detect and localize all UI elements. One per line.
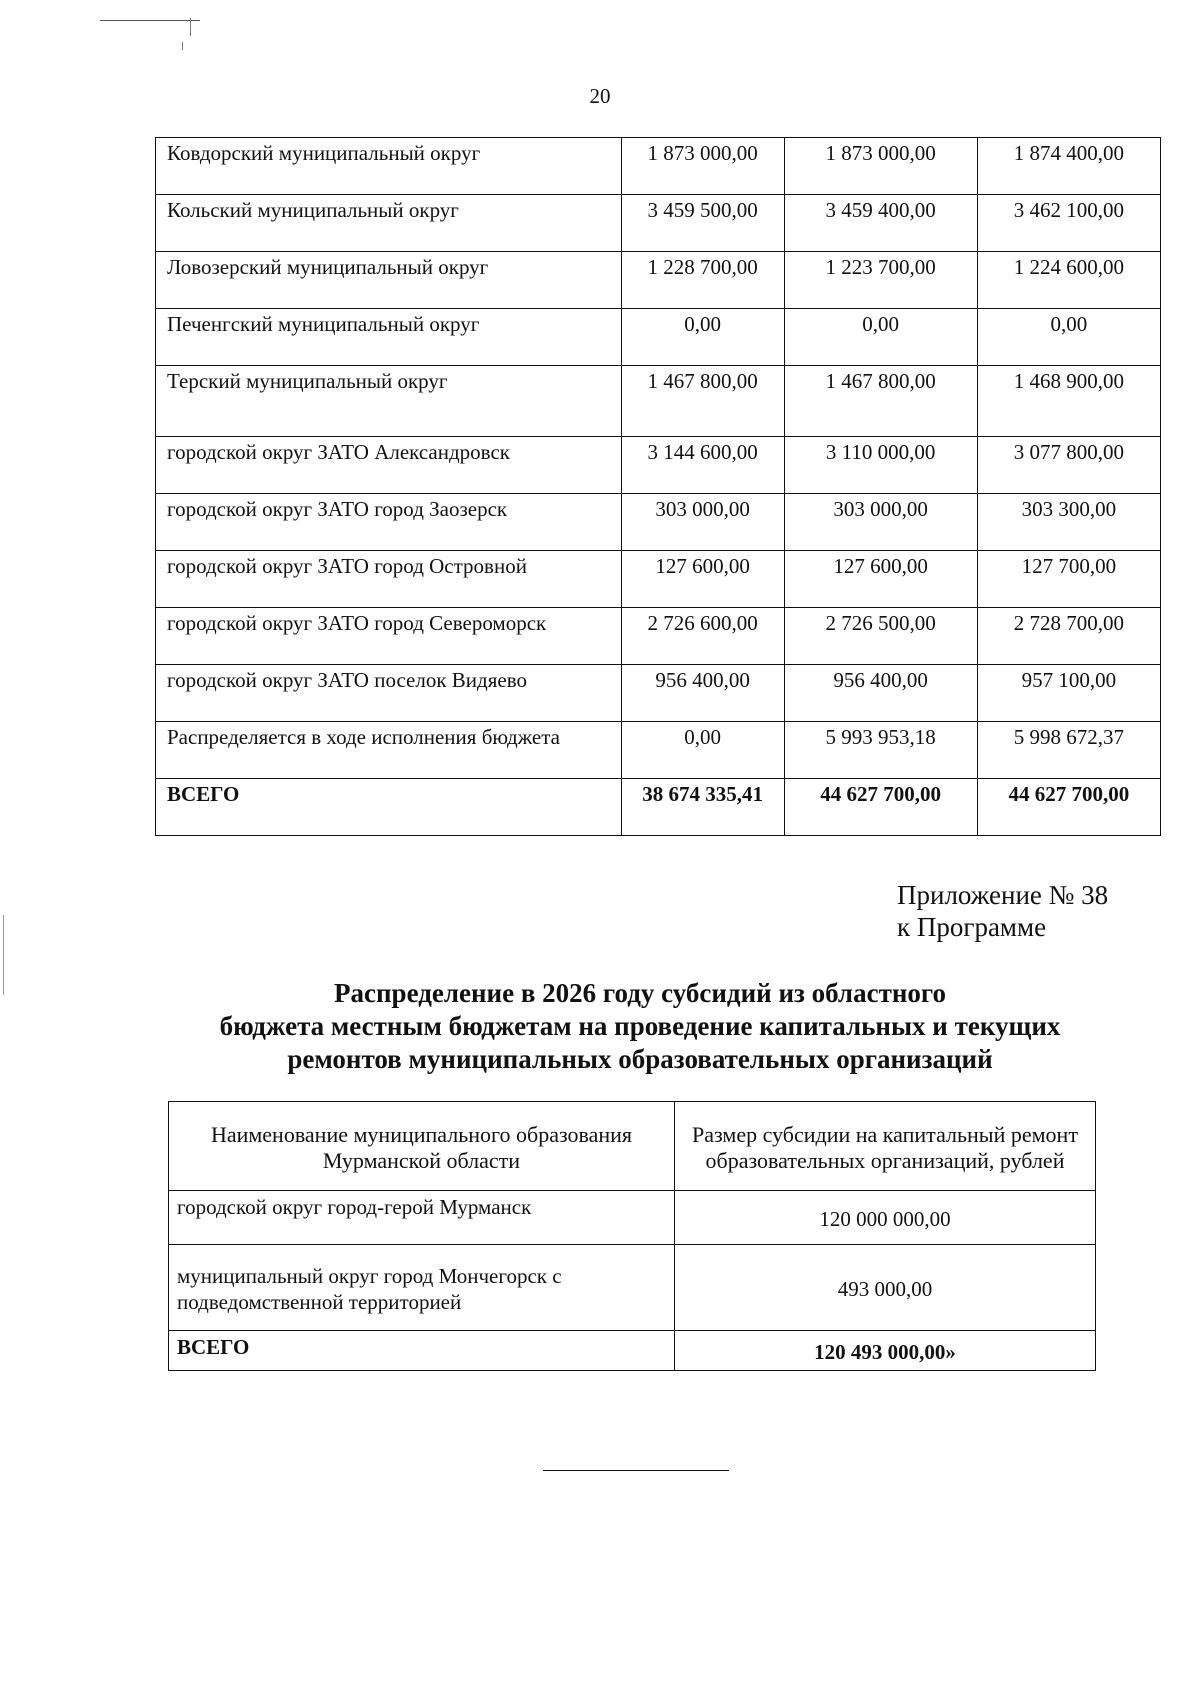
table-header-row (169, 1102, 1096, 1191)
row-name: Ковдорский муниципальный округ (156, 138, 622, 195)
row-value-2: 1 467 800,00 (784, 366, 977, 437)
row-name: городской округ ЗАТО город Островной (156, 551, 622, 608)
row-value-3: 303 300,00 (977, 494, 1160, 551)
header-value: Размер субсидии на капитальный ремонт образовательных организаций, рублей (675, 1102, 1096, 1191)
total-value: 120 493 000,00» (675, 1331, 1096, 1371)
row-name: Ловозерский муниципальный округ (156, 252, 622, 309)
row-value-1: 956 400,00 (621, 665, 784, 722)
row-name: Распределяется в ходе исполнения бюджета (156, 722, 622, 779)
row-name: городской округ ЗАТО Александровск (156, 437, 622, 494)
table-row (156, 551, 1161, 608)
title-line: ремонтов муниципальных образовательных организаций (287, 1044, 993, 1074)
table-row (169, 1191, 1096, 1245)
row-value-3: 0,00 (977, 309, 1160, 366)
appendix-number: Приложение № 38 (897, 880, 1109, 910)
table-row (156, 722, 1161, 779)
row-value-2: 303 000,00 (784, 494, 977, 551)
row-value-3: 127 700,00 (977, 551, 1160, 608)
page-number: 20 (589, 84, 611, 108)
total-label: ВСЕГО (156, 779, 622, 836)
total-label: ВСЕГО (169, 1331, 675, 1371)
row-value-2: 2 726 500,00 (784, 608, 977, 665)
row-value-2: 0,00 (784, 309, 977, 366)
title-line: бюджета местным бюджетам на проведение капитальных и текущих (219, 1011, 1061, 1041)
subsidy-2026-table (168, 1101, 1096, 1371)
row-name: городской округ ЗАТО город Североморск (156, 608, 622, 665)
row-value: 120 000 000,00 (675, 1191, 1096, 1245)
total-value-2: 44 627 700,00 (784, 779, 977, 836)
row-value-3: 3 462 100,00 (977, 195, 1160, 252)
end-divider (543, 1470, 729, 1471)
row-value-1: 303 000,00 (621, 494, 784, 551)
row-name: городской округ ЗАТО город Заозерск (156, 494, 622, 551)
row-name: Кольский муниципальный округ (156, 195, 622, 252)
title-line: Распределение в 2026 году субсидий из областного (334, 978, 946, 1008)
row-value-2: 1 223 700,00 (784, 252, 977, 309)
total-value-1: 38 674 335,41 (621, 779, 784, 836)
row-value-2: 127 600,00 (784, 551, 977, 608)
scan-artifact (100, 18, 210, 32)
row-value-1: 0,00 (621, 722, 784, 779)
row-value-3: 3 077 800,00 (977, 437, 1160, 494)
table-row (156, 494, 1161, 551)
table-row (156, 665, 1161, 722)
row-value-2: 3 110 000,00 (784, 437, 977, 494)
row-value-1: 1 873 000,00 (621, 138, 784, 195)
header-name: Наименование муниципального образования Мурманской области (169, 1102, 675, 1191)
row-value-1: 3 459 500,00 (621, 195, 784, 252)
table-row (156, 608, 1161, 665)
row-name: Печенгский муниципальный округ (156, 309, 622, 366)
subsidy-table-continued (155, 137, 1161, 836)
row-name: Терский муниципальный округ (156, 366, 622, 437)
table-row (169, 1245, 1096, 1331)
table-row (156, 252, 1161, 309)
appendix-program: к Программе (897, 912, 1047, 942)
row-value-1: 2 726 600,00 (621, 608, 784, 665)
row-value-2: 5 993 953,18 (784, 722, 977, 779)
row-name: городской округ город-герой Мурманск (169, 1191, 675, 1245)
row-value-2: 3 459 400,00 (784, 195, 977, 252)
row-value-1: 0,00 (621, 309, 784, 366)
row-value-1: 1 467 800,00 (621, 366, 784, 437)
row-value: 493 000,00 (675, 1245, 1096, 1331)
table-row (156, 195, 1161, 252)
row-value-2: 1 873 000,00 (784, 138, 977, 195)
row-value-3: 2 728 700,00 (977, 608, 1160, 665)
appendix-reference (897, 879, 1108, 943)
row-value-1: 1 228 700,00 (621, 252, 784, 309)
document-title (0, 977, 1200, 1076)
row-value-1: 127 600,00 (621, 551, 784, 608)
row-value-3: 957 100,00 (977, 665, 1160, 722)
row-name: городской округ ЗАТО поселок Видяево (156, 665, 622, 722)
total-value-3: 44 627 700,00 (977, 779, 1160, 836)
row-value-3: 1 874 400,00 (977, 138, 1160, 195)
table-row (156, 138, 1161, 195)
row-value-3: 1 468 900,00 (977, 366, 1160, 437)
row-value-3: 5 998 672,37 (977, 722, 1160, 779)
table-row (156, 366, 1161, 437)
row-value-3: 1 224 600,00 (977, 252, 1160, 309)
table-row (156, 437, 1161, 494)
row-name: муниципальный округ город Мончегорск с подведомственной территорией (169, 1245, 675, 1331)
table-total-row (156, 779, 1161, 836)
table-row (156, 309, 1161, 366)
table-total-row (169, 1331, 1096, 1371)
row-value-2: 956 400,00 (784, 665, 977, 722)
row-value-1: 3 144 600,00 (621, 437, 784, 494)
